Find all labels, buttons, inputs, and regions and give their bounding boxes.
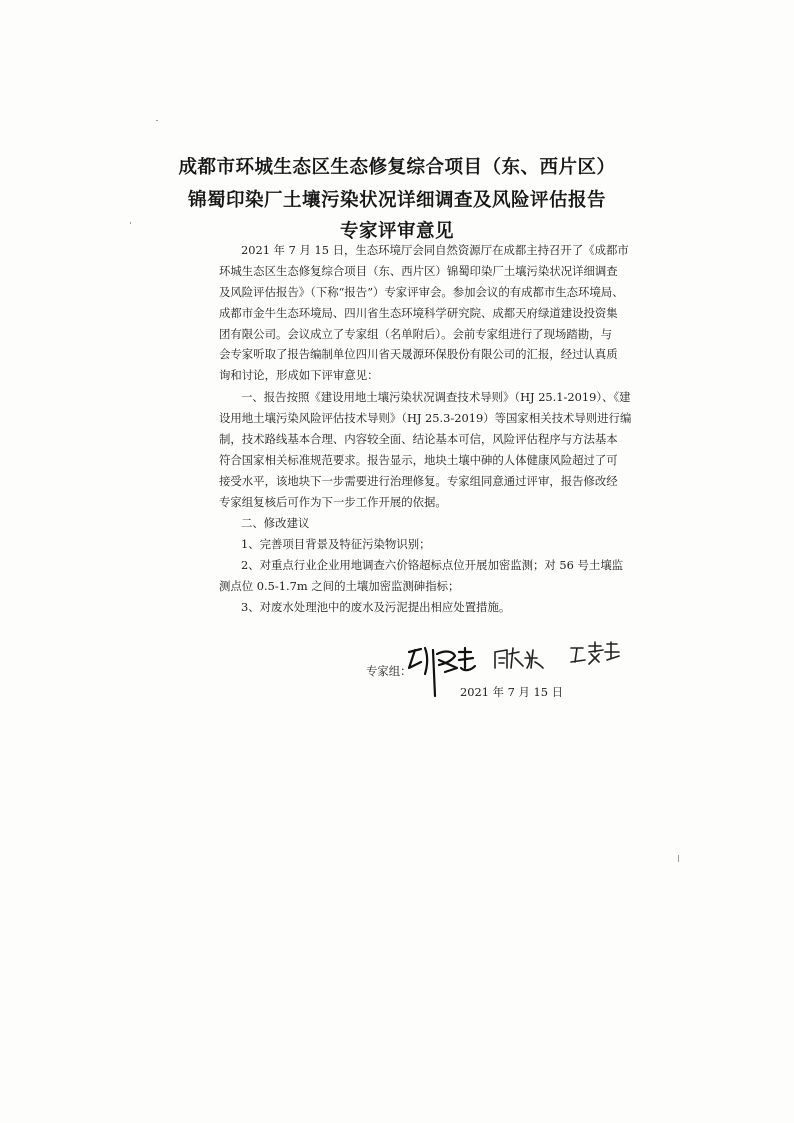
intro-line: 询和讨论，形成如下评审意见： [219, 368, 379, 382]
section2-heading: 二、修改建议 [241, 516, 310, 530]
suggestion-3: 3、对废水处理池中的废水及污泥提出相应处置措施。 [241, 600, 511, 614]
section1-line: 符合国家相关标准规范要求。报告显示，地块土壤中砷的人体健康风险超过了可 [219, 453, 618, 467]
suggestion-2-line: 2、对重点行业企业用地调查六价铬超标点位开展加密监测；对 56 号土壤监 [241, 558, 624, 572]
scan-speck [130, 222, 131, 224]
expert-group-label: 专家组： [366, 664, 412, 678]
document-title-line2: 锦蜀印染厂土壤污染状况详细调查及风险评估报告 [187, 190, 606, 211]
document-title-line1: 成都市环城生态区生态修复综合项目（东、西片区） [178, 157, 616, 178]
scan-speck [678, 855, 679, 862]
intro-line: 2021 年 7 月 15 日，生态环境厅会同自然资源厅在成都主持召开了《成都市 [241, 243, 629, 257]
scan-speck [156, 120, 158, 121]
section1-line: 设用地土壤污染风险评估技术导则》（HJ 25.3-2019）等国家相关技术导则进行编 [219, 411, 632, 425]
intro-line: 及风险评估报告》（下称“报告”）专家评审会。参加会议的有成都市生态环境局、 [219, 285, 624, 299]
section1-line: 专家组复核后可作为下一步工作开展的依据。 [219, 495, 447, 509]
suggestion-2-line: 测点位 0.5-1.7m 之间的土壤加密监测砷指标； [219, 579, 460, 593]
intro-line: 团有限公司。会议成立了专家组（名单附后）。会前专家组进行了现场踏勘，与 [219, 327, 612, 341]
document-title-line3: 专家评审意见 [339, 221, 454, 242]
section1-line: 制，技术路线基本合理、内容较全面、结论基本可信，风险评估程序与方法基本 [219, 432, 618, 446]
intro-line: 环城生态区生态修复综合项目（东、西片区）锦蜀印染厂土壤污染状况详细调查 [219, 264, 618, 278]
signature-date: 2021 年 7 月 15 日 [460, 685, 564, 699]
section1-line: 一、报告按照《建设用地土壤污染状况调查技术导则》（HJ 25.1-2019）、《建 [241, 390, 631, 404]
intro-line: 成都市金牛生态环境局、四川省生态环境科学研究院、成都天府绿道建设投资集 [219, 306, 618, 320]
section1-line: 接受水平，该地块下一步需要进行治理修复。专家组同意通过评审，报告修改经 [219, 474, 618, 488]
suggestion-1: 1、完善项目背景及特征污染物识别； [241, 537, 431, 551]
intro-line: 会专家听取了报告编制单位四川省天晟源环保股份有限公司的汇报，经过认真质 [219, 347, 618, 361]
